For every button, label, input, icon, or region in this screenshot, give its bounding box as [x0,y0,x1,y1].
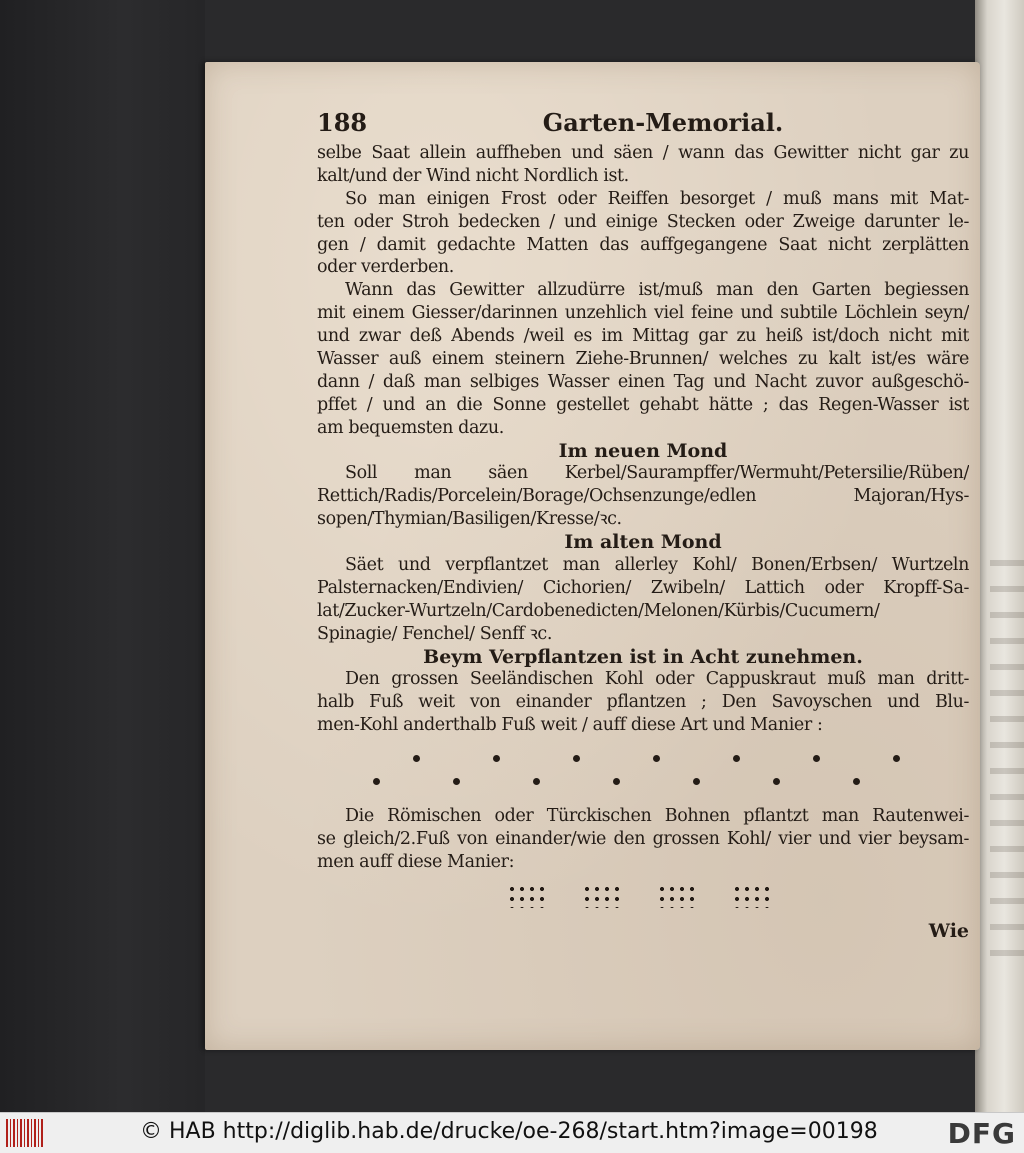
page-text [317,108,969,944]
bean-cluster [582,884,622,908]
page-header [317,108,969,142]
text-line: Rettich/Radis/Porcelein/Borage/Ochsenzunge/edlen Majoran/Hys- [317,486,969,507]
plant-dot [733,755,740,762]
section-heading-transplant: Beym Verpflantzen ist in Acht zunehmen. [423,645,863,668]
plant-dot [453,778,460,785]
text-line: selbe Saat allein auffheben und säen / wann das Gewitter nicht gar zu [317,143,969,163]
text-line: men-Kohl anderthalb Fuß weit / auff diese Art und Manier : [317,715,823,736]
text-line: Die Römischen oder Türckischen Bohnen pflantzt man Rautenwei- [345,805,969,826]
copyright-link[interactable]: © HAB http://diglib.hab.de/drucke/oe-268/start.htm?image=00198 [140,1119,878,1144]
text-line: am bequemsten dazu. [317,417,504,438]
text-line: Säet und verpflantzet man allerley Kohl/ Bonen/Erbsen/ Wurtzeln [345,555,969,576]
plant-dot [773,778,780,785]
text-line: Palsternacken/Endivien/ Cichorien/ Zwibeln/ Lattich oder Kropff-Sa- [317,577,969,598]
book-page [205,62,980,1050]
text-line: halb Fuß weit von einander pflantzen ; Den Savoyschen und Blu- [317,692,969,713]
bean-planting-pattern [317,878,969,920]
plant-dot [613,778,620,785]
text-line: mit einem Giesser/darinnen unzehlich viel feine und subtile Löchlein seyn/ [317,303,969,324]
text-line: Soll man säen Kerbel/Saurampffer/Wermuht/Petersilie/Rüben/ [345,463,969,484]
text-line: pffet / und an die Sonne gestellet gehabt hätte ; das Regen-Wasser ist [317,394,969,415]
text-line: kalt/und der Wind nicht Nordlich ist. [317,165,629,186]
bean-cluster [732,884,772,908]
plant-dot [413,755,420,762]
plant-dot [373,778,380,785]
scan-background-left [0,0,205,1112]
viewer-footer [0,1112,1024,1153]
planting-pattern-row-2 [317,771,969,794]
text-line: lat/Zucker-Wurtzeln/Cardobenedicten/Melonen/Kürbis/Cucumern/ [317,600,880,621]
text-line: Wasser auß einem steinern Ziehe-Brunnen/ welches zu kalt ist/es wäre [317,349,969,370]
section-heading-new-moon: Im neuen Mond [558,439,728,462]
text-line: Den grossen Seeländischen Kohl oder Cappuskraut muß man dritt- [345,669,969,690]
spacer [317,794,969,805]
plant-dot [893,755,900,762]
text-line: So man einigen Frost oder Reiffen besorget / muß mans mit Mat- [345,188,969,209]
hab-logo-icon [6,1119,44,1147]
text-line: ten oder Stroh bedecken / und einige Stecken oder Zweige darunter le- [317,211,969,232]
text-line: oder verderben. [317,257,454,278]
running-title: Garten-Memorial. [542,108,784,137]
planting-pattern-row-1 [317,748,969,771]
text-line: und zwar deß Abends /weil es im Mittag gar zu heiß ist/doch nicht mit [317,326,969,347]
plant-dot [573,755,580,762]
text-line: sopen/Thymian/Basiligen/Kresse/ꝛc. [317,509,622,530]
text-line: dann / daß man selbiges Wasser einen Tag und Nacht zuvor außgeschö- [317,371,969,392]
catchword: Wie [928,919,969,942]
bean-cluster [507,884,547,908]
page-number: 188 [317,108,368,137]
plant-dot [493,755,500,762]
text-line: Wann das Gewitter allzudürre ist/muß man den Garten begiessen [345,280,969,301]
plant-dot [693,778,700,785]
text-line: se gleich/2.Fuß von einander/wie den grossen Kohl/ vier und vier beysam- [317,828,969,849]
bean-cluster [657,884,697,908]
plant-dot [653,755,660,762]
text-line: Spinagie/ Fenchel/ Senff ꝛc. [317,623,552,644]
spacer [317,737,969,748]
dfg-logo: DFG [947,1117,1016,1150]
section-heading-old-moon: Im alten Mond [564,531,722,554]
adjacent-page-bleed [990,560,1024,960]
plant-dot [813,755,820,762]
text-line: men auff diese Manier: [317,851,515,872]
plant-dot [853,778,860,785]
text-line: gen / damit gedachte Matten das auffgegangene Saat nicht zerplätten [317,234,969,255]
plant-dot [533,778,540,785]
